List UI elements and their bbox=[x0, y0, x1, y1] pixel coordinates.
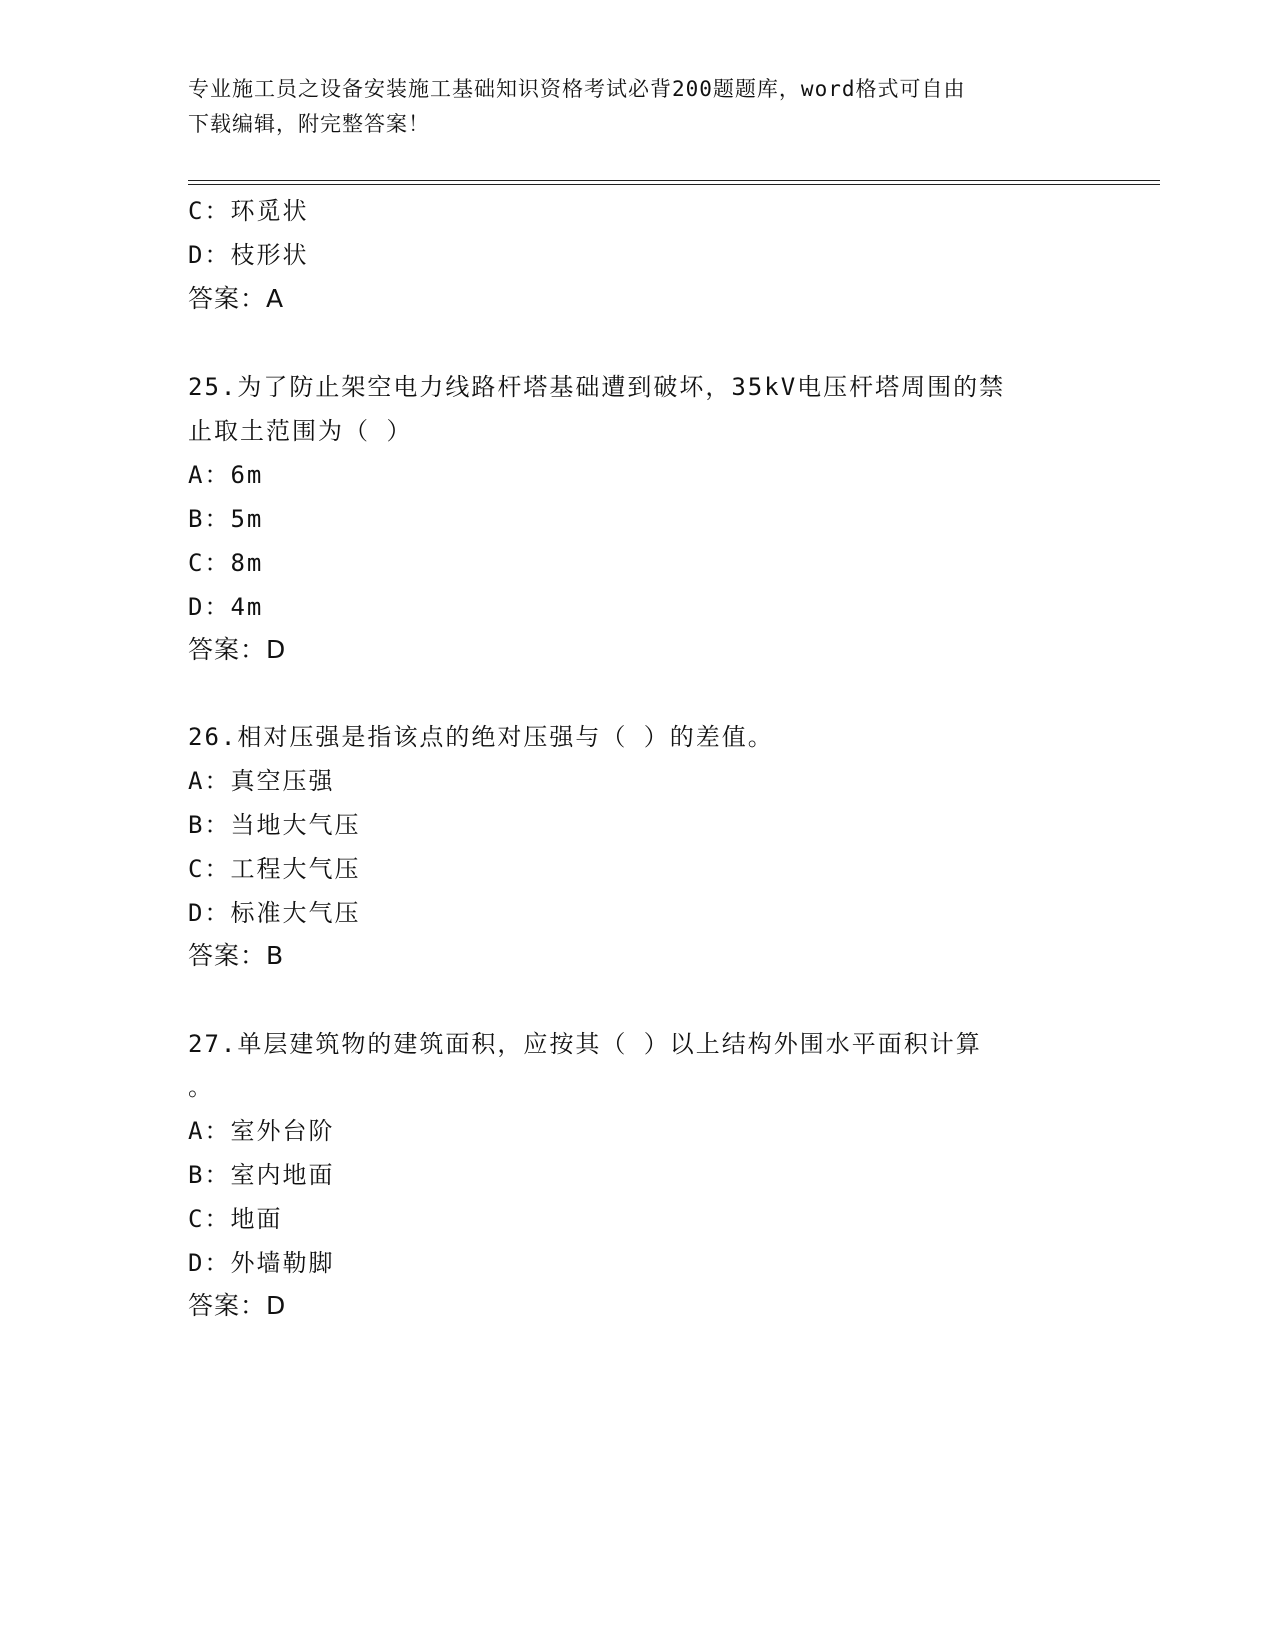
question-26-option-d: D：标准大气压 bbox=[188, 899, 361, 927]
question-27-option-c: C：地面 bbox=[188, 1205, 283, 1233]
question-25-stem-line-1: 25.为了防止架空电力线路杆塔基础遭到破坏，35kV电压杆塔周围的禁 bbox=[188, 373, 1006, 401]
question-27-answer: 答案：D bbox=[188, 1291, 287, 1320]
option-d: D：枝形状 bbox=[188, 241, 309, 269]
question-26-option-a: A：真空压强 bbox=[188, 767, 335, 795]
header-line-2: 下载编辑，附完整答案！ bbox=[188, 112, 430, 136]
header-divider-bottom bbox=[188, 184, 1160, 185]
question-26-option-b: B：当地大气压 bbox=[188, 811, 361, 839]
question-27-option-d: D：外墙勒脚 bbox=[188, 1249, 335, 1277]
question-27-option-a: A：室外台阶 bbox=[188, 1117, 335, 1145]
question-27-stem-line-1: 27.单层建筑物的建筑面积，应按其（ ）以上结构外围水平面积计算 bbox=[188, 1030, 982, 1058]
option-c: C：环觅状 bbox=[188, 197, 309, 225]
question-25-stem-line-2: 止取土范围为（ ） bbox=[188, 417, 413, 445]
question-25-option-c: C：8m bbox=[188, 549, 264, 577]
question-25-option-d: D：4m bbox=[188, 593, 264, 621]
question-26-stem-line-1: 26.相对压强是指该点的绝对压强与（ ）的差值。 bbox=[188, 723, 774, 751]
answer: 答案：A bbox=[188, 284, 285, 313]
question-25-option-a: A：6m bbox=[188, 461, 264, 489]
question-27-stem-line-2: 。 bbox=[188, 1073, 214, 1101]
question-25-answer: 答案：D bbox=[188, 635, 287, 664]
question-26-option-c: C：工程大气压 bbox=[188, 855, 361, 883]
question-27-option-b: B：室内地面 bbox=[188, 1161, 335, 1189]
question-25-option-b: B：5m bbox=[188, 505, 264, 533]
header-divider-top bbox=[188, 180, 1160, 181]
header-line-1: 专业施工员之设备安装施工基础知识资格考试必背200题题库，word格式可自由 bbox=[188, 77, 966, 101]
page-header bbox=[188, 72, 1088, 142]
question-26-answer: 答案：B bbox=[188, 941, 285, 970]
